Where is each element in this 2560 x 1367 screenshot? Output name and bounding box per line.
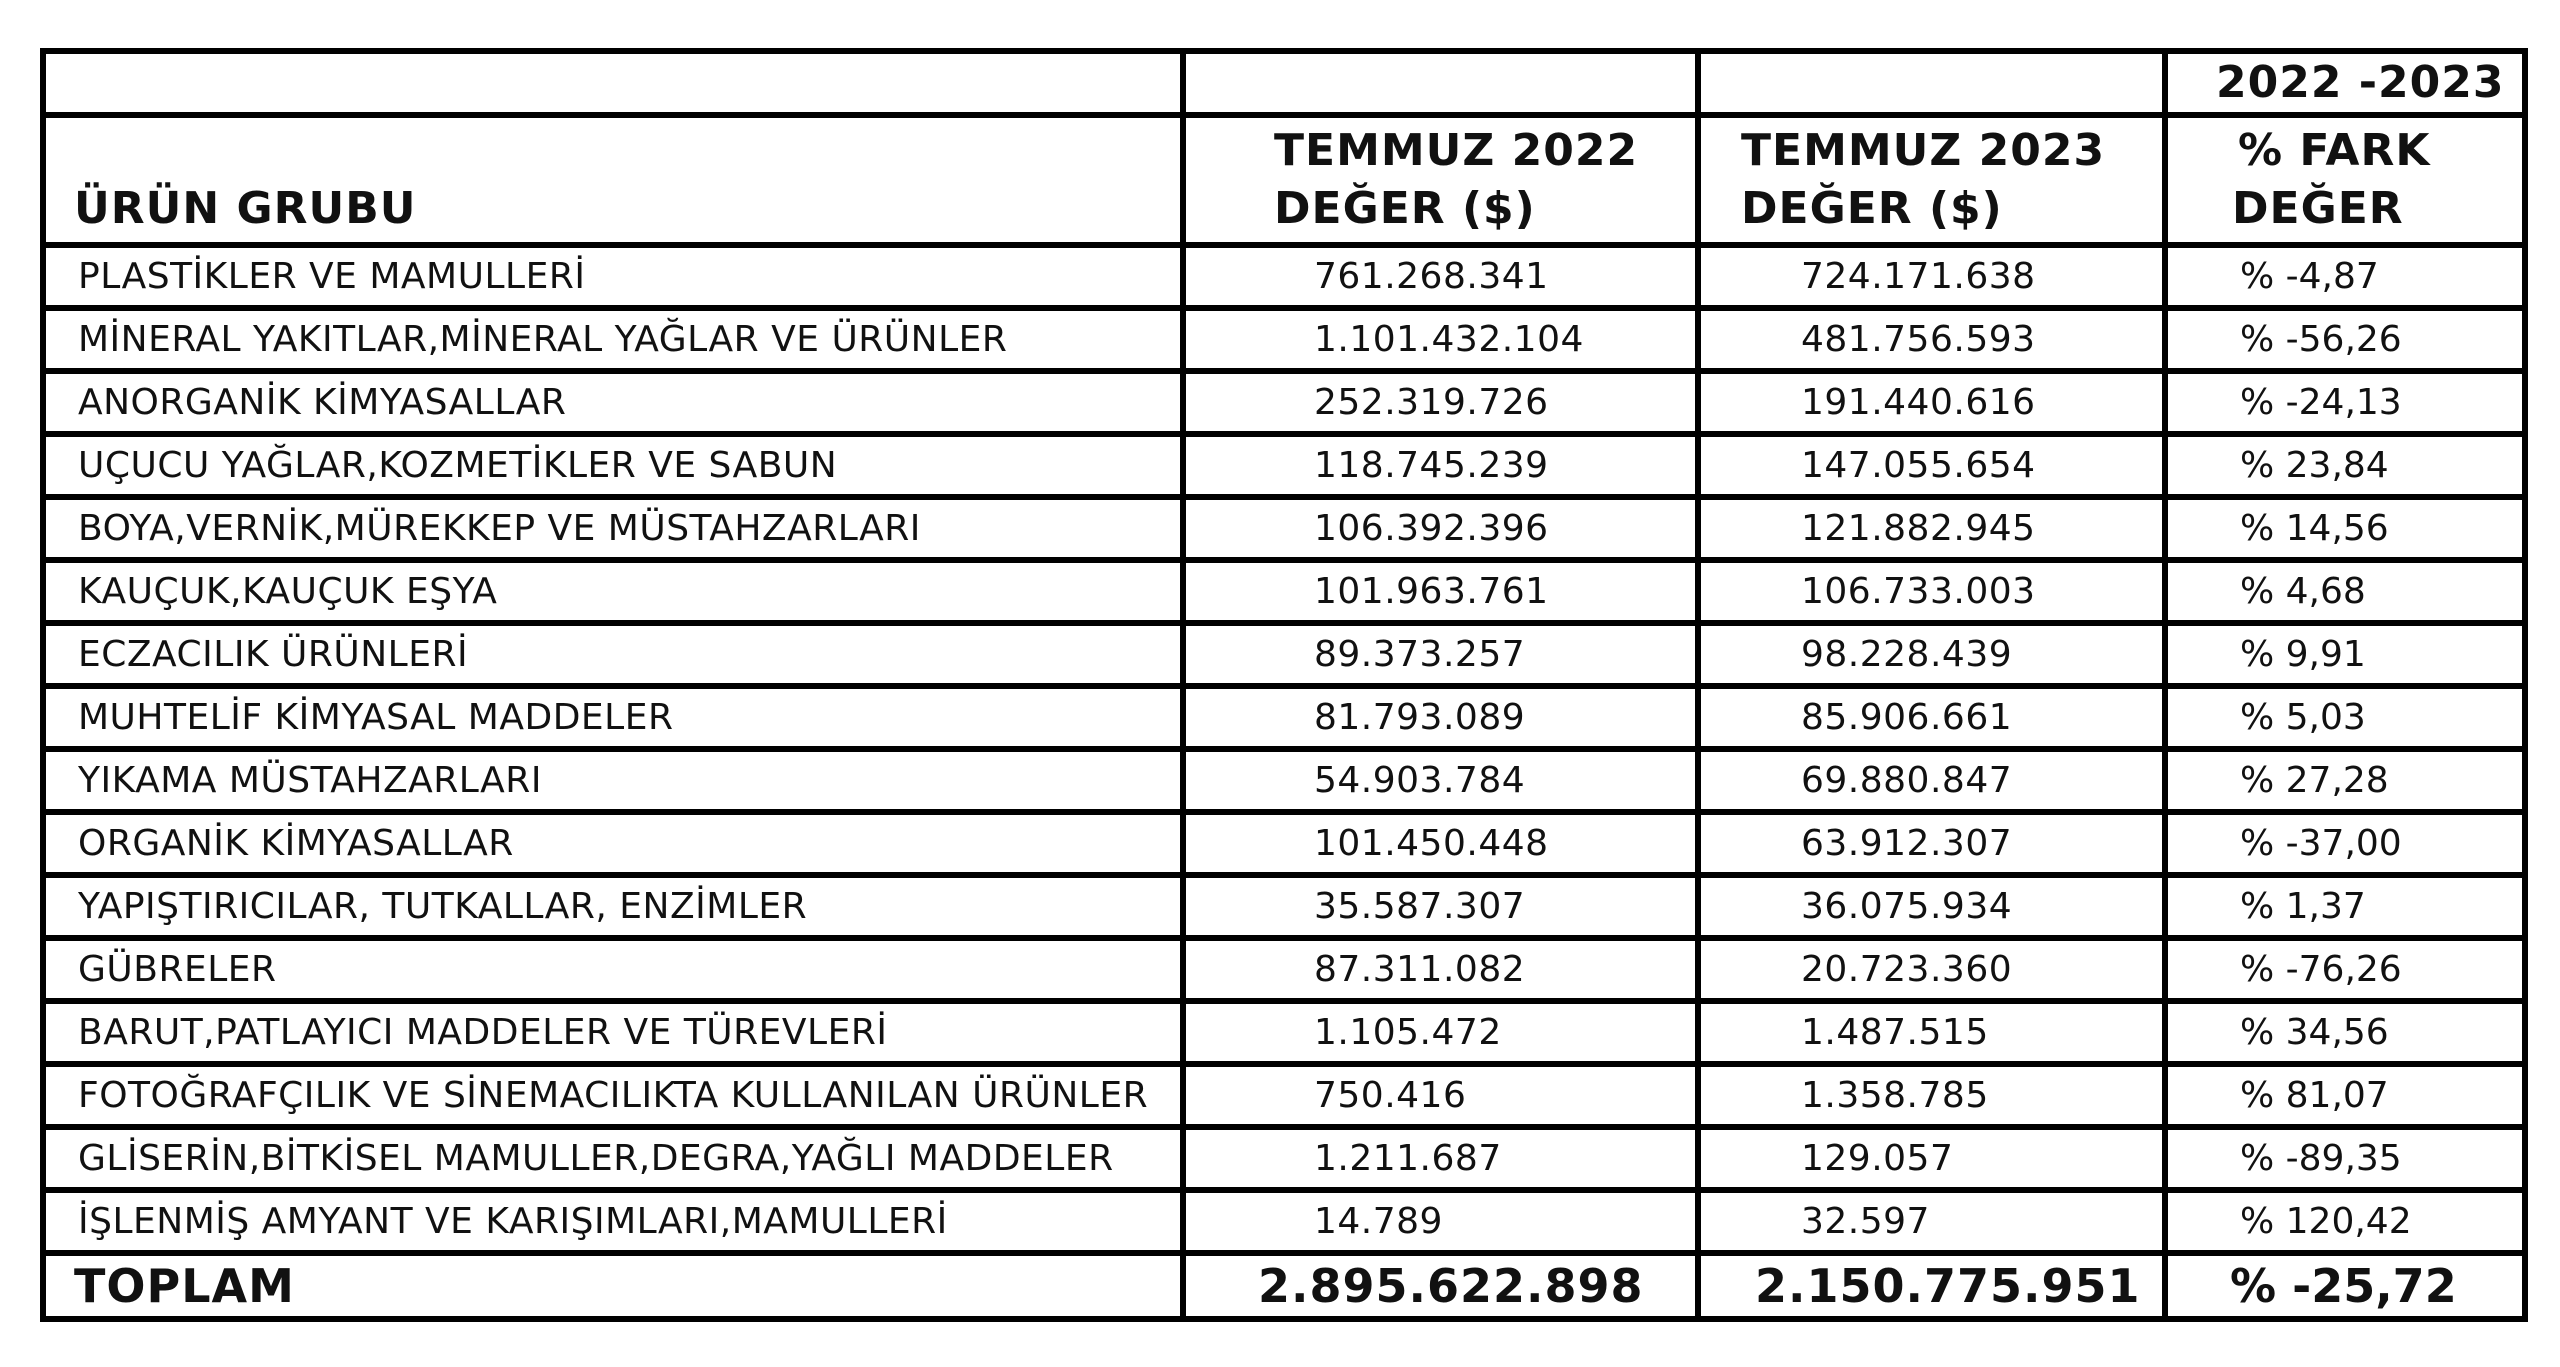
header-row-period bbox=[43, 51, 2525, 115]
value-2022: 750.416 bbox=[1314, 1075, 1467, 1116]
diff-percent-cell bbox=[2165, 560, 2525, 623]
value-2023: 69.880.847 bbox=[1801, 760, 2013, 801]
product-name-cell bbox=[43, 434, 1183, 497]
table-row bbox=[43, 1064, 2525, 1127]
total-diff-cell bbox=[2165, 1253, 2525, 1319]
value-2023-cell bbox=[1698, 812, 2165, 875]
table-row bbox=[43, 245, 2525, 308]
table-row bbox=[43, 938, 2525, 1001]
value-2022: 1.105.472 bbox=[1314, 1012, 1502, 1053]
value-2022: 54.903.784 bbox=[1314, 760, 1526, 801]
product-name-cell bbox=[43, 875, 1183, 938]
diff-percent: % -4,87 bbox=[2240, 256, 2379, 297]
value-2022: 81.793.089 bbox=[1314, 697, 1526, 738]
value-2023-cell bbox=[1698, 686, 2165, 749]
total-label: TOPLAM bbox=[74, 1259, 295, 1313]
product-name: İŞLENMİŞ AMYANT VE KARIŞIMLARI,MAMULLERİ bbox=[78, 1201, 948, 1242]
diff-percent: % 81,07 bbox=[2240, 1075, 2389, 1116]
value-2022: 89.373.257 bbox=[1314, 634, 1526, 675]
column-2022-subtitle: DEĞER ($) bbox=[1274, 183, 1536, 234]
period-label: 2022 -2023 bbox=[2216, 57, 2505, 108]
product-name: PLASTİKLER VE MAMULLERİ bbox=[78, 256, 586, 297]
product-name: FOTOĞRAFÇILIK VE SİNEMACILIKTA KULLANILAN ÜRÜNLER bbox=[78, 1075, 1149, 1116]
header-empty-cell bbox=[43, 51, 1183, 115]
value-2023: 36.075.934 bbox=[1801, 886, 2013, 927]
product-name-cell bbox=[43, 1001, 1183, 1064]
header-product-group-cell bbox=[43, 115, 1183, 245]
table-row bbox=[43, 1127, 2525, 1190]
header-row-columns bbox=[43, 115, 2525, 245]
value-2022: 761.268.341 bbox=[1314, 256, 1549, 297]
value-2022-cell bbox=[1183, 812, 1698, 875]
value-2022: 252.319.726 bbox=[1314, 382, 1549, 423]
diff-percent-cell bbox=[2165, 371, 2525, 434]
value-2023: 106.733.003 bbox=[1801, 571, 2036, 612]
table-row bbox=[43, 623, 2525, 686]
diff-percent-cell bbox=[2165, 686, 2525, 749]
value-2023-cell bbox=[1698, 1064, 2165, 1127]
diff-percent: % -37,00 bbox=[2240, 823, 2402, 864]
product-name: GLİSERİN,BİTKİSEL MAMULLER,DEGRA,YAĞLI MADDELER bbox=[78, 1138, 1114, 1179]
product-name-cell bbox=[43, 1064, 1183, 1127]
table-row bbox=[43, 308, 2525, 371]
value-2023: 121.882.945 bbox=[1801, 508, 2036, 549]
value-2022-cell bbox=[1183, 938, 1698, 1001]
header-empty-cell bbox=[1698, 51, 2165, 115]
value-2022-cell bbox=[1183, 1064, 1698, 1127]
value-2022-cell bbox=[1183, 371, 1698, 434]
value-2022-cell bbox=[1183, 497, 1698, 560]
product-name: ECZACILIK ÜRÜNLERİ bbox=[78, 634, 469, 675]
value-2022-cell bbox=[1183, 1190, 1698, 1253]
value-2023: 191.440.616 bbox=[1801, 382, 2036, 423]
product-name-cell bbox=[43, 560, 1183, 623]
value-2023: 1.358.785 bbox=[1801, 1075, 1989, 1116]
header-diff-cell bbox=[2165, 115, 2525, 245]
diff-percent: % 9,91 bbox=[2240, 634, 2366, 675]
total-label-cell bbox=[43, 1253, 1183, 1319]
product-name: YAPIŞTIRICILAR, TUTKALLAR, ENZİMLER bbox=[78, 886, 808, 927]
header-2023-cell bbox=[1698, 115, 2165, 245]
table-row bbox=[43, 1001, 2525, 1064]
product-name-cell bbox=[43, 812, 1183, 875]
diff-percent: % -89,35 bbox=[2240, 1138, 2402, 1179]
diff-percent-cell bbox=[2165, 1127, 2525, 1190]
table-row bbox=[43, 875, 2525, 938]
value-2022-cell bbox=[1183, 875, 1698, 938]
value-2022-cell bbox=[1183, 308, 1698, 371]
value-2023: 20.723.360 bbox=[1801, 949, 2013, 990]
product-name-cell bbox=[43, 245, 1183, 308]
product-name: MUHTELİF KİMYASAL MADDELER bbox=[78, 697, 674, 738]
value-2022-cell bbox=[1183, 686, 1698, 749]
header-period-cell bbox=[2165, 51, 2525, 115]
diff-percent-cell bbox=[2165, 875, 2525, 938]
total-value-2022: 2.895.622.898 bbox=[1258, 1259, 1644, 1313]
product-name: YIKAMA MÜSTAHZARLARI bbox=[78, 760, 542, 801]
column-2023-title: TEMMUZ 2023 bbox=[1741, 125, 2106, 176]
product-name-cell bbox=[43, 686, 1183, 749]
table-row bbox=[43, 812, 2525, 875]
value-2022: 87.311.082 bbox=[1314, 949, 1526, 990]
table-row bbox=[43, 497, 2525, 560]
table-row bbox=[43, 686, 2525, 749]
product-name-cell bbox=[43, 749, 1183, 812]
value-2023-cell bbox=[1698, 497, 2165, 560]
value-2023-cell bbox=[1698, 1127, 2165, 1190]
table-row bbox=[43, 560, 2525, 623]
diff-percent-cell bbox=[2165, 1064, 2525, 1127]
value-2023: 98.228.439 bbox=[1801, 634, 2013, 675]
product-name-cell bbox=[43, 1190, 1183, 1253]
table-row bbox=[43, 749, 2525, 812]
value-2022-cell bbox=[1183, 434, 1698, 497]
value-2023: 147.055.654 bbox=[1801, 445, 2036, 486]
table-row bbox=[43, 1190, 2525, 1253]
product-name: MİNERAL YAKITLAR,MİNERAL YAĞLAR VE ÜRÜNLER bbox=[78, 319, 1008, 360]
header-empty-cell bbox=[1183, 51, 1698, 115]
diff-percent: % -76,26 bbox=[2240, 949, 2402, 990]
value-2023-cell bbox=[1698, 371, 2165, 434]
diff-percent-cell bbox=[2165, 623, 2525, 686]
value-2023: 481.756.593 bbox=[1801, 319, 2036, 360]
value-2023-cell bbox=[1698, 245, 2165, 308]
value-2023: 63.912.307 bbox=[1801, 823, 2013, 864]
value-2022: 1.211.687 bbox=[1314, 1138, 1502, 1179]
diff-percent-cell bbox=[2165, 812, 2525, 875]
value-2022-cell bbox=[1183, 245, 1698, 308]
value-2022: 101.963.761 bbox=[1314, 571, 1549, 612]
value-2022-cell bbox=[1183, 749, 1698, 812]
product-name: GÜBRELER bbox=[78, 949, 277, 990]
diff-percent: % -56,26 bbox=[2240, 319, 2402, 360]
product-name-cell bbox=[43, 938, 1183, 1001]
value-2022: 118.745.239 bbox=[1314, 445, 1549, 486]
value-2022: 14.789 bbox=[1314, 1201, 1443, 1242]
value-2022-cell bbox=[1183, 560, 1698, 623]
table-row bbox=[43, 371, 2525, 434]
total-2023-cell bbox=[1698, 1253, 2165, 1319]
column-diff-subtitle: DEĞER bbox=[2232, 183, 2404, 234]
value-2023: 32.597 bbox=[1801, 1201, 1930, 1242]
diff-percent-cell bbox=[2165, 308, 2525, 371]
product-name-cell bbox=[43, 623, 1183, 686]
value-2022: 106.392.396 bbox=[1314, 508, 1549, 549]
value-2022: 35.587.307 bbox=[1314, 886, 1526, 927]
value-2023-cell bbox=[1698, 434, 2165, 497]
value-2023-cell bbox=[1698, 875, 2165, 938]
column-diff-title: % FARK bbox=[2238, 125, 2431, 176]
header-2022-cell bbox=[1183, 115, 1698, 245]
diff-percent: % 27,28 bbox=[2240, 760, 2389, 801]
product-name: ORGANİK KİMYASALLAR bbox=[78, 823, 514, 864]
value-2022: 101.450.448 bbox=[1314, 823, 1549, 864]
diff-percent-cell bbox=[2165, 1001, 2525, 1064]
value-2023: 1.487.515 bbox=[1801, 1012, 1989, 1053]
diff-percent: % 23,84 bbox=[2240, 445, 2389, 486]
value-2023-cell bbox=[1698, 308, 2165, 371]
product-name: ANORGANİK KİMYASALLAR bbox=[78, 382, 567, 423]
diff-percent-cell bbox=[2165, 245, 2525, 308]
value-2023: 724.171.638 bbox=[1801, 256, 2036, 297]
value-2023-cell bbox=[1698, 623, 2165, 686]
diff-percent: % 14,56 bbox=[2240, 508, 2389, 549]
product-name-cell bbox=[43, 1127, 1183, 1190]
value-2022-cell bbox=[1183, 1127, 1698, 1190]
column-2022-title: TEMMUZ 2022 bbox=[1274, 125, 1639, 176]
product-name-cell bbox=[43, 308, 1183, 371]
value-2022-cell bbox=[1183, 1001, 1698, 1064]
product-name: BARUT,PATLAYICI MADDELER VE TÜREVLERİ bbox=[78, 1012, 888, 1053]
product-name: KAUÇUK,KAUÇUK EŞYA bbox=[78, 571, 498, 612]
value-2023: 85.906.661 bbox=[1801, 697, 2013, 738]
value-2023-cell bbox=[1698, 938, 2165, 1001]
diff-percent: % -24,13 bbox=[2240, 382, 2402, 423]
value-2023: 129.057 bbox=[1801, 1138, 1954, 1179]
diff-percent-cell bbox=[2165, 497, 2525, 560]
product-group-header: ÜRÜN GRUBU bbox=[74, 183, 417, 234]
diff-percent: % 4,68 bbox=[2240, 571, 2366, 612]
column-2023-subtitle: DEĞER ($) bbox=[1741, 183, 2003, 234]
value-2023-cell bbox=[1698, 749, 2165, 812]
value-2022: 1.101.432.104 bbox=[1314, 319, 1584, 360]
total-2022-cell bbox=[1183, 1253, 1698, 1319]
diff-percent: % 5,03 bbox=[2240, 697, 2366, 738]
total-row bbox=[43, 1253, 2525, 1319]
total-diff-percent: % -25,72 bbox=[2230, 1259, 2457, 1313]
product-name-cell bbox=[43, 371, 1183, 434]
diff-percent: % 120,42 bbox=[2240, 1201, 2412, 1242]
product-name: UÇUCU YAĞLAR,KOZMETİKLER VE SABUN bbox=[78, 445, 838, 486]
value-2022-cell bbox=[1183, 623, 1698, 686]
diff-percent: % 34,56 bbox=[2240, 1012, 2389, 1053]
diff-percent-cell bbox=[2165, 434, 2525, 497]
diff-percent-cell bbox=[2165, 938, 2525, 1001]
table-row bbox=[43, 434, 2525, 497]
diff-percent-cell bbox=[2165, 749, 2525, 812]
diff-percent: % 1,37 bbox=[2240, 886, 2366, 927]
export-table bbox=[40, 48, 2528, 1322]
value-2023-cell bbox=[1698, 560, 2165, 623]
total-value-2023: 2.150.775.951 bbox=[1755, 1259, 2141, 1313]
value-2023-cell bbox=[1698, 1001, 2165, 1064]
product-name: BOYA,VERNİK,MÜREKKEP VE MÜSTAHZARLARI bbox=[78, 508, 921, 549]
diff-percent-cell bbox=[2165, 1190, 2525, 1253]
product-name-cell bbox=[43, 497, 1183, 560]
value-2023-cell bbox=[1698, 1190, 2165, 1253]
